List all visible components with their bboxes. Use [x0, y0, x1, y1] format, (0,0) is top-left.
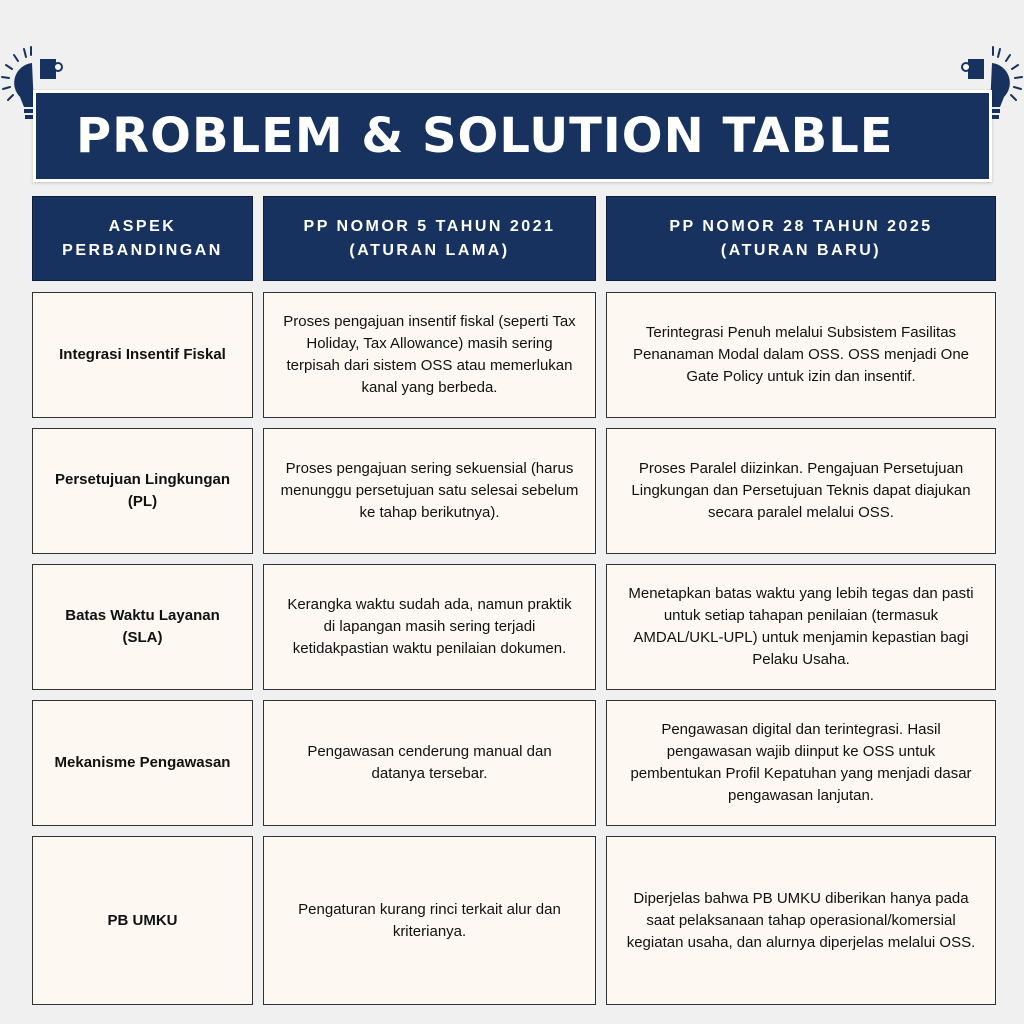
table-cell-new: Diperjelas bahwa PB UMKU diberikan hanya pada saat pelaksanaan tahap operasional/komersial kegiatan usaha, dan alurnya diperjelas melalui OSS.	[606, 836, 996, 1005]
table-cell-new: Proses Paralel diizinkan. Pengajuan Persetujuan Lingkungan dan Persetujuan Teknis dapat diajukan secara paralel melalui OSS.	[606, 428, 996, 554]
table-cell-new: Terintegrasi Penuh melalui Subsistem Fasilitas Penanaman Modal dalam OSS. OSS menjadi One Gate Policy untuk izin dan insentif.	[606, 292, 996, 418]
header-line: PP NOMOR 5 TAHUN 2021	[303, 217, 556, 235]
header-line: ASPEK	[108, 217, 177, 235]
table-cell-aspect: Persetujuan Lingkungan (PL)	[32, 428, 253, 554]
header-aspek	[32, 196, 253, 281]
header-old-rule	[263, 196, 596, 281]
table-cell-old: Proses pengajuan sering sekuensial (harus menunggu persetujuan satu selesai sebelum ke tahap berikutnya).	[263, 428, 596, 554]
table-cell-aspect: Mekanisme Pengawasan	[32, 700, 253, 826]
header-line: PERBANDINGAN	[62, 241, 223, 259]
table-cell-old: Kerangka waktu sudah ada, namun praktik di lapangan masih sering terjadi ketidakpastian waktu penilaian dokumen.	[263, 564, 596, 690]
table-cell-old: Pengaturan kurang rinci terkait alur dan kriterianya.	[263, 836, 596, 1005]
header-line: PP NOMOR 28 TAHUN 2025	[669, 217, 933, 235]
title-banner	[33, 90, 992, 182]
page-title: PROBLEM & SOLUTION TABLE	[76, 108, 894, 164]
table-cell-new: Menetapkan batas waktu yang lebih tegas dan pasti untuk setiap tahapan penilaian (termasuk AMDAL/UKL-UPL) untuk menjamin kepastian bagi Pelaku Usaha.	[606, 564, 996, 690]
table-cell-new: Pengawasan digital dan terintegrasi. Hasil pengawasan wajib diinput ke OSS untuk pembentukan Profil Kepatuhan yang menjadi dasar pengawasan lanjutan.	[606, 700, 996, 826]
table-cell-aspect: Integrasi Insentif Fiskal	[32, 292, 253, 418]
table-cell-old: Pengawasan cenderung manual dan datanya tersebar.	[263, 700, 596, 826]
table-cell-aspect: Batas Waktu Layanan (SLA)	[32, 564, 253, 690]
table-cell-old: Proses pengajuan insentif fiskal (seperti Tax Holiday, Tax Allowance) masih sering terpisah dari sistem OSS atau memerlukan kanal yang berbeda.	[263, 292, 596, 418]
table-cell-aspect: PB UMKU	[32, 836, 253, 1005]
header-new-rule	[606, 196, 996, 281]
header-line: (ATURAN LAMA)	[349, 241, 510, 259]
header-line: (ATURAN BARU)	[720, 241, 882, 259]
